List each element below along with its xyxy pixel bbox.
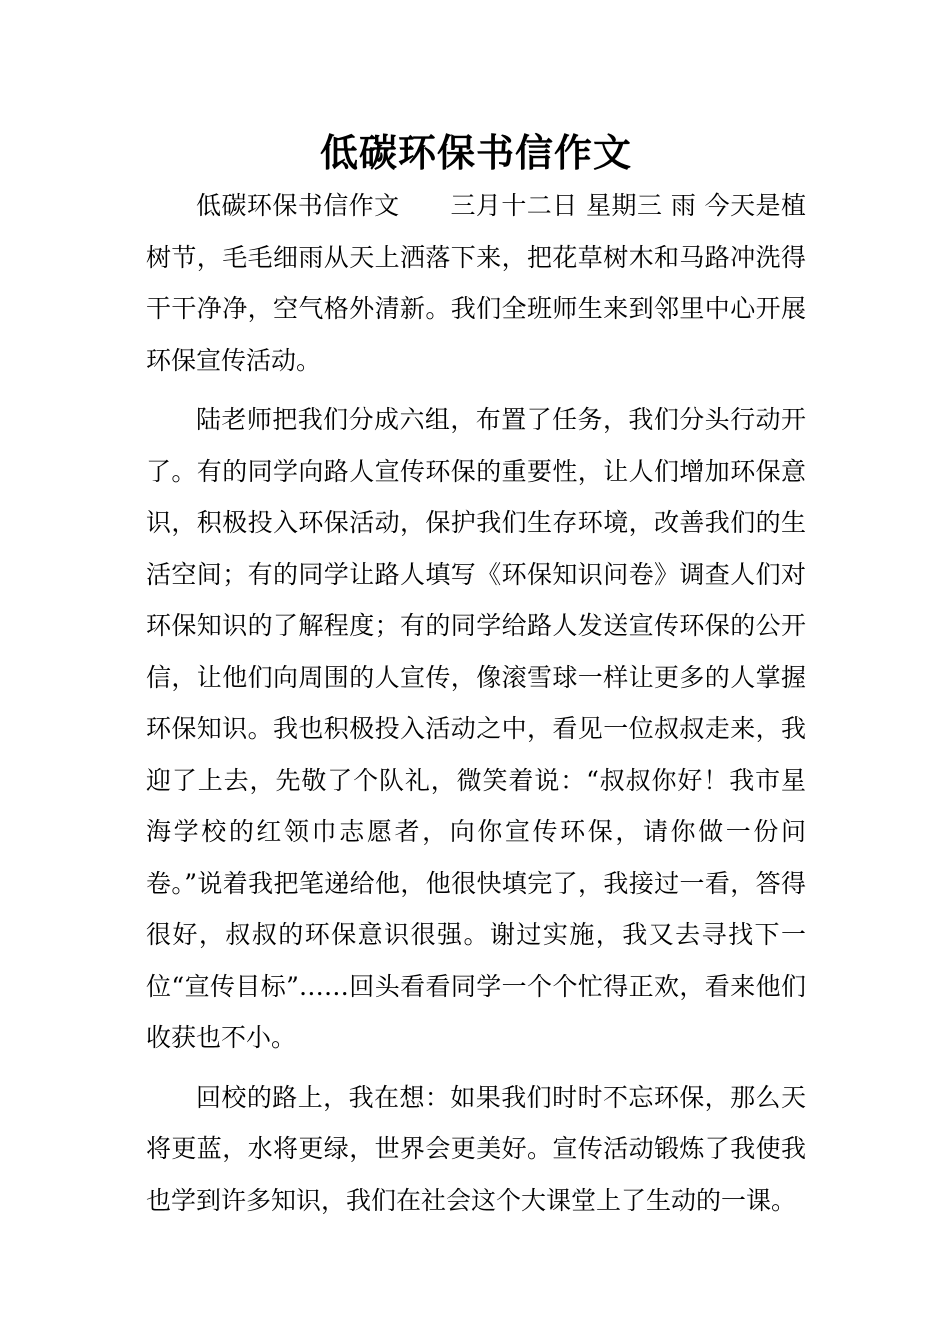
- paragraph-1: 低碳环保书信作文 三月十二日 星期三 雨 今天是植树节，毛毛细雨从天上洒落下来，把花草树木和马路冲洗得干干净净，空气格外清新。我们全班师生来到邻里中心开展环保宣传活动。: [146, 191, 806, 375]
- document-title: 低碳环保书信作文: [319, 130, 632, 175]
- paragraph-2: 陆老师把我们分成六组，布置了任务，我们分头行动开了。有的同学向路人宣传环保的重要性，让人们增加环保意识，积极投入环保活动，保护我们生存环境，改善我们的生活空间；有的同学让路人填写《环保知识问卷》调查人们对环保知识的了解程度；有的同学给路人发送宣传环保的公开信，让他们向周围的人宣传，像滚雪球一样让更多的人掌握环保知识。我也积极投入活动之中，看见一位叔叔走来，我迎了上去，先敬了个队礼，微笑着说：“叔叔你好！我市星海学校的红领巾志愿者，向你宣传环保，请你做一份问卷。”说着我把笔递给他，他很快填完了，我接过一看，答得很好，叔叔的环保意识很强。谢过实施，我又去寻找下一位“宣传目标”……回头看看同学一个个忙得正欢，看来他们收获也不小。: [146, 405, 806, 1052]
- paragraph-3: 回校的路上，我在想：如果我们时时不忘环保，那么天将更蓝，水将更绿，世界会更美好。宣传活动锻炼了我使我也学到许多知识，我们在社会这个大课堂上了生动的一课。: [146, 1082, 806, 1215]
- document-page: [146, 126, 806, 1234]
